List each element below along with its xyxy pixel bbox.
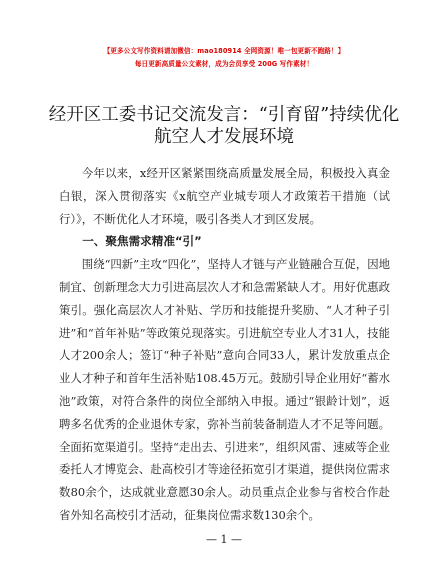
page-number: — 1 —: [206, 533, 242, 546]
document-body: [59, 162, 390, 527]
promo-banner-line-2: 每日更新高质量公文素材，成为会员享受 200G 写作素材！: [134, 60, 314, 68]
document-title-line-2: 航空人才发展环境: [154, 127, 294, 147]
section-heading-1: 一、聚焦需求精准“引”: [82, 234, 202, 249]
promo-banner-line-1: 【更多公文写作资料请加微信：mao180914 全网资源！唯一包更新不跑路！】: [103, 47, 345, 55]
section-1-paragraph: 围绕“四新”主攻“四化”，坚持人才链与产业链融合互促，因地制宜、创新理念大力引进高层次人才和急需紧缺人才。用好优惠政策引。强化高层次人才补贴、学历和技能提升奖励、“人才种子引进”和“首年补贴”等政策兑现落实。引进航空专业人才31人，技能人才200余人；签订“种子补贴”意向合同33人，累计发放重点企业人才种子和首年生活补贴108.45万元。鼓励引导企业用好“蓄水池”政策，对符合条件的岗位全部纳入申报。通过“银龄计划”，返聘多名优秀的企业退休专家，弥补当前装备制造人才不足等问题。全面拓宽渠道引。坚持“走出去、引进来”，组织风雷、速威等企业委托人才博览会、赴高校引才等途径拓宽引才渠道，提供岗位需求数80余个，达成就业意愿30余人。动员重点企业参与省校合作赴省外知名高校引才活动，征集岗位需求数130余个。: [59, 257, 390, 522]
document-title-line-1: 经开区工委书记交流发言：“引育留”持续优化: [48, 105, 400, 125]
intro-paragraph: 今年以来，x经开区紧紧围绕高质量发展全局，积极投入真金白银，深入贯彻落实《x航空产业城专项人才政策若干措施（试行）》，不断优化人才环境，吸引各类人才到区发展。: [59, 166, 390, 226]
